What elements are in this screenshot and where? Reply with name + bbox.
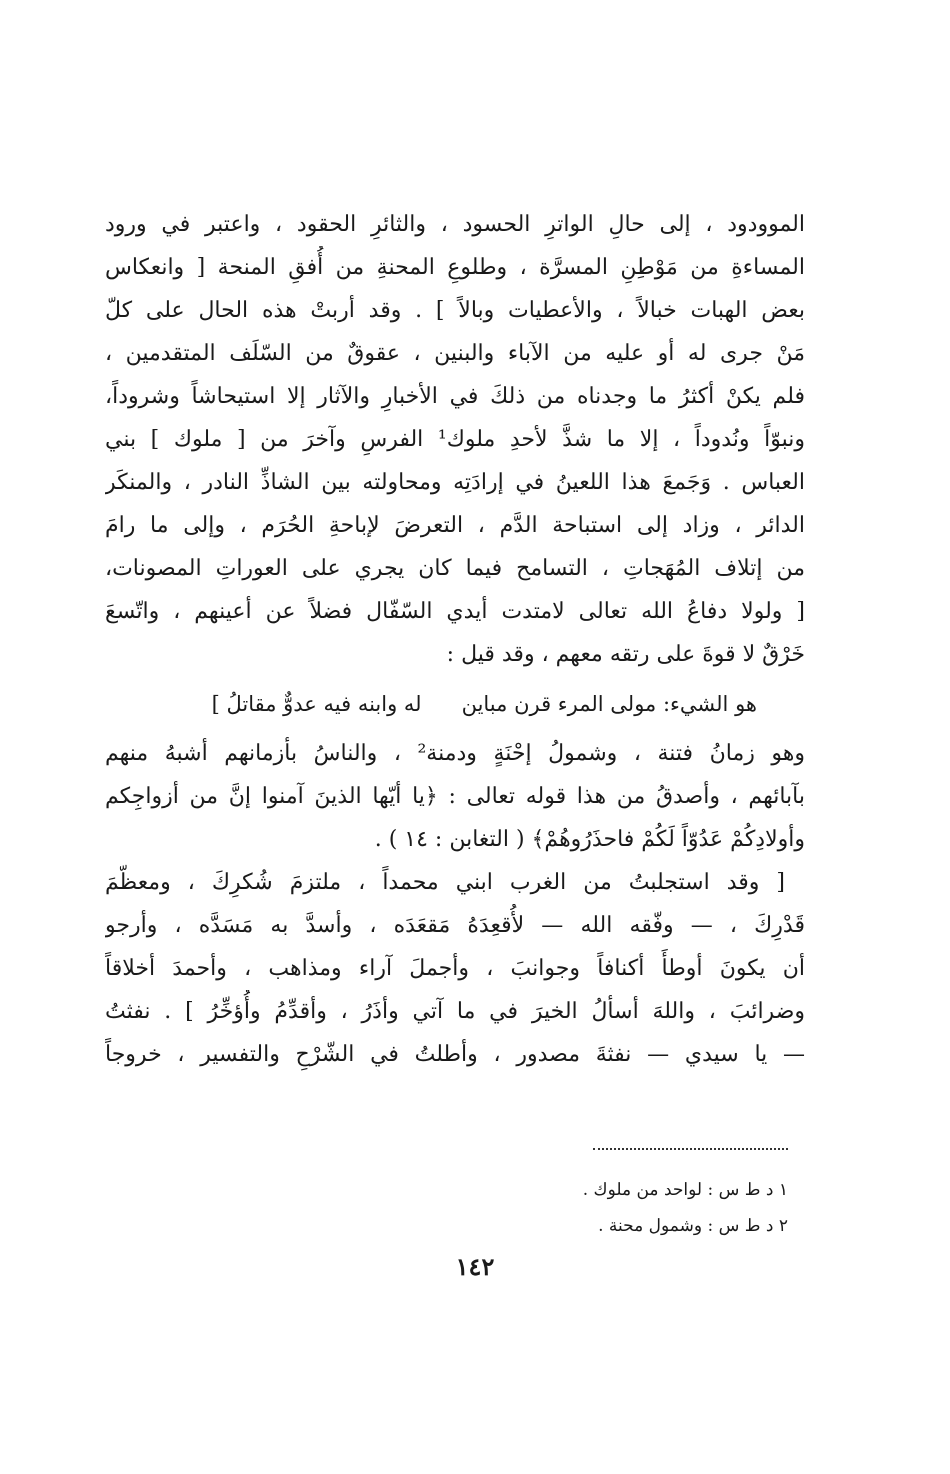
text-line: [ وقد استجلبتُ من الغرب ابني محمداً ، ملتزمَ شُكرِكَ ، ومعظّمَ [105,870,785,895]
paragraph-1 [105,203,805,676]
text-line: وضرائبَ ، واللهَ أسألُ الخيرَ في ما آتي وأذَرُ ، وأقدِّمُ وأُؤخِّرُ ] . نفثتُ [105,999,805,1024]
footnote-separator [593,1148,788,1150]
text-line: أن يكونَ أوطأَ أكنافاً وجوانبَ ، وأجملَ آراء ومذاهب ، وأحمدَ أخلاقاً [105,956,805,981]
paragraph-2 [105,732,805,861]
paragraph-3 [105,861,805,1076]
text-line: مَنْ جرى له أو عليه من الآباء والبنين ، عقوقٌ من السّلَف المتقدمين ، [105,341,805,366]
text-line: بآبائهم ، وأصدقُ من هذا قوله تعالى : ﴿يا أيّها الذينَ آمنوا إنَّ من أزواجِكم [105,784,805,809]
verse-second-hemistich: له وابنه فيه عدوٌّ مقاتلُ ] [211,692,422,716]
text-line: [ ولولا دفاعُ الله تعالى لامتدت أيدي السّفّال فضلاً عن أعينهم ، واتّسعَ [105,599,805,624]
text-line: فلم يكنْ أكثرُ ما وجدناه من ذلكَ في الأخبارِ والآثار إلا استيحاشاً وشروداً، [105,384,805,409]
text-line: العباس . وَجَمعَ هذا اللعينُ في إرادَتِه ومحاولته بين الشاذِّ النادر ، والمنكَر [105,470,805,495]
footnote-2: ٢ د ط س : وشمول محنة . [598,1216,788,1236]
text-line: خَرْقٌ لا قوةَ على رتقه معهم ، وقد قيل : [446,642,805,667]
text-line: وأولادِكُمْ عَدُوّاً لَكُمْ فاحذَرُوهُمْ﴾ ( التغابن : ١٤ ) . [374,827,805,852]
text-line: الدائر ، وزاد إلى استباحة الدَّم ، التعرضَ لإباحةِ الحُرَم ، وإلى ما رامَ [105,513,805,538]
poetry-verse [105,676,805,732]
text-line: الموودود ، إلى حالِ الواترِ الحسود ، والثائرِ الحقود ، واعتبر في ورود [105,212,805,237]
text-line: قَدْرِكَ ، — وفّقه الله — لأُقعِدَهُ مَقعَدَه ، وأسدَّ به مَسَدَّه ، وأرجو [105,913,805,938]
main-text [105,203,805,1076]
text-line: — يا سيدي — نفثةَ مصدور ، وأطلتُ في الشّرْحِ والتفسير ، خروجاً [105,1042,805,1067]
text-line: المساءةِ من مَوْطِنِ المسرَّة ، وطلوعِ المحنةِ من أُفقِ المنحة [ وانعكاس [105,255,805,280]
footnotes [583,1172,788,1244]
text-line: بعض الهبات خبالاً ، والأعطيات وبالاً ] . وقد أربتْ هذه الحال على كلّ [105,298,805,323]
footnote-1: ١ د ط س : لواحد من ملوك . [582,1180,788,1200]
text-line: من إتلاف المُهَجاتِ ، التسامح فيما كان يجري على العوراتِ المصونات، [105,556,805,581]
verse-first-hemistich: هو الشيء: مولى المرء قرن مباين [461,692,757,716]
page-number: ١٤٢ [455,1252,495,1281]
text-line: وهو زمانُ فتنة ، وشمولُ إحْنَةٍ ودمنة² ، والناسُ بأزمانهم أشبهُ منهم [105,741,805,766]
text-line: ونبوّاً ونُدوداً ، إلا ما شذَّ لأحدِ ملوك¹ الفرسِ وآخرَ من [ ملوك ] بني [105,427,805,452]
